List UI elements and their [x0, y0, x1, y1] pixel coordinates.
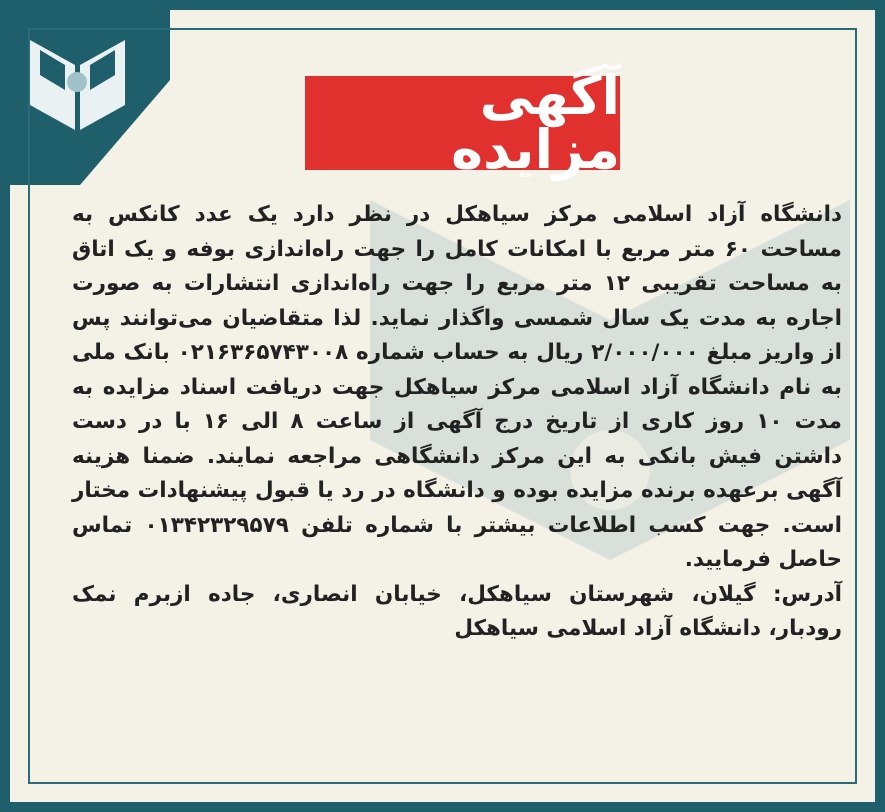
notice-title: آگهی مزایده: [451, 64, 620, 181]
university-emblem-icon: [10, 10, 170, 185]
notice-paragraph: دانشگاه آزاد اسلامی مرکز سیاهکل در نظر دارد یک عدد کانکس به مساحت ۶۰ متر مربع با امکانات کامل را جهت راه‌اندازی بوفه و یک اتاق به مساحت تقریبی ۱۲ متر مربع را جهت راه‌اندازی انتشارات به صورت اجاره به مدت یک سال شمسی واگذار نماید. لذا متقاضیان می‌توانند پس از واریز مبلغ ۲/۰۰۰/۰۰۰ ریال به حساب شماره ۰۲۱۶۳۶۵۷۴۳۰۰۸ بانک ملی به نام دانشگاه آزاد اسلامی مرکز سیاهکل جهت دریافت اسناد مزایده به مدت ۱۰ روز کاری از تاریخ درج آگهی از ساعت ۸ الی ۱۶ با در دست داشتن فیش بانکی به این مرکز دانشگاهی مراجعه نمایند. ضمنا هزینه آگهی برعهده برنده مزایده بوده و دانشگاه در رد یا قبول پیشنهادات مختار است. جهت کسب اطلاعات بیشتر با شماره تلفن ۰۱۳۴۲۳۲۹۵۷۹ تماس حاصل فرمایید.: [72, 202, 843, 572]
address-label: آدرس:: [772, 581, 842, 607]
notice-body: [72, 198, 842, 647]
notice-address: [72, 578, 842, 647]
title-banner: [305, 64, 620, 181]
address-value: گیلان، شهرستان سیاهکل، خیابان انصاری، جاده ازبرم نمک رودبار، دانشگاه آزاد اسلامی سیاهکل: [72, 581, 842, 641]
